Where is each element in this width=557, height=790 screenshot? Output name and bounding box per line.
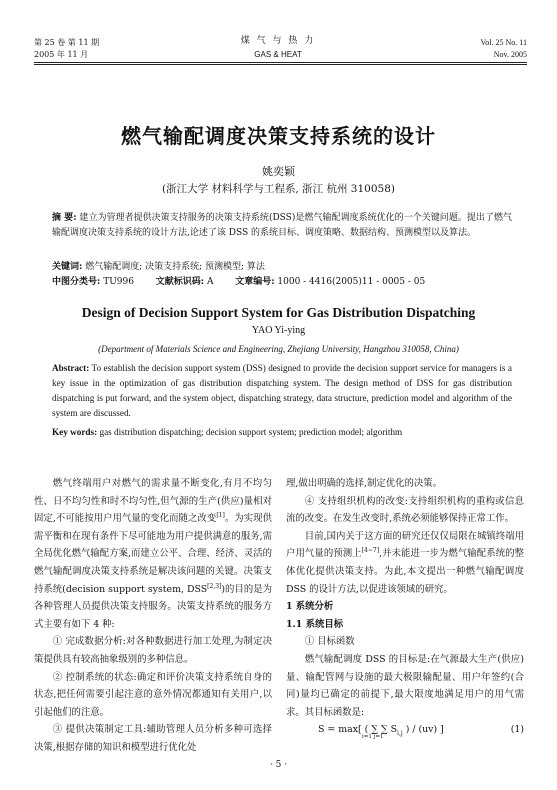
affiliation-en: (Department of Materials Science and Engineering, Zhejiang University, Hangzhou 310058, China) (98, 344, 459, 354)
abstract-cn-label: 摘 要: (52, 213, 77, 223)
research-paragraph (286, 528, 524, 598)
intro-text-1: 燃气终端用户对燃气的需求量不断变化,有月不均匀性、日不均匀性和时不均匀性,但气源的生产(供应)量相对固定,不可能按用户用气量的变化而随之改变 (34, 478, 272, 525)
article-no-label: 文章编号: (235, 277, 275, 287)
service-item-2: ② 控制系统的状态:确定和评价决策支持系统自身的状态,把任何需要引起注意的意外情况都通知有关用户,以引起他们的注意。 (34, 671, 272, 718)
intro-paragraph (34, 475, 272, 633)
section-heading-1: 1 系统分析 (286, 601, 334, 613)
classification-line (52, 275, 512, 290)
abstract-en (52, 361, 512, 421)
header-date-cn: 2005 年 11 月 (34, 50, 89, 59)
article-no-value: 1000 - 4416(2005)11 - 0005 - 05 (277, 277, 426, 287)
body-left-column (34, 475, 272, 757)
header-date-en: Nov. 2005 (493, 50, 527, 59)
header-rule (34, 62, 527, 63)
intro-text-3: )的目的是为各种管理人员提供决策支持服务。决策支持系统的服务方式主要有如下 4 种: (34, 583, 272, 630)
research-text-2: ,并未能进一步为燃气输配系统的整体优化提供决策支持。为此,本文提出一种燃气输配调度 DSS 的设计方法,以促进该领域的研究。 (286, 548, 524, 595)
ref-1: [1] (216, 512, 225, 520)
equation-1-main: S = max[ ( ∑ ∑ S (318, 724, 398, 736)
ref-4-7: [4~7] (361, 547, 380, 555)
abstract-en-text: To establish the decision support system (DSS) designed to provide the decision support service for managers is a key issue in the optimization of gas distribution dispatching system. The design method of DSS for gas distribution dispatching is put forward, and the system object, dispatching strategy, data structure, prediction model and algorithm of the system are discussed. (52, 363, 512, 418)
journal-title-cn: 煤 气 与 热 力 (240, 36, 316, 46)
header-issue-cn: 第 25 卷 第 11 期 (34, 38, 100, 47)
service-item-3: ③ 提供决策制定工具:辅助管理人员分析多种可选择决策,根据存储的知识和模型进行优化处 (34, 724, 272, 753)
equation-1-number: (1) (510, 724, 524, 736)
abstract-cn (52, 211, 512, 241)
keywords-en-label: Key words: (52, 427, 98, 437)
keywords-cn-label: 关键词: (52, 262, 83, 272)
equation-1-body (318, 721, 444, 742)
service-item-1: ① 完成数据分析:对各种数据进行加工处理,为制定决策提供具有较高抽象级别的多种信息。 (34, 636, 272, 665)
intro-text-2: 。为实现供需平衡和在现有条件下尽可能地为用户提供满意的服务,需全局优化燃气输配方案,而建立公平、合理、经济、灵活的燃气输配调度决策支持系统是解决该问题的关键。决策支持系统(decision support system, DSS (34, 513, 272, 595)
equation-1-end: ) / (uv) ] (402, 724, 444, 736)
page-number: · 5 · (269, 760, 288, 770)
doc-code-label: 文献标识码: (155, 277, 205, 287)
abstract-cn-text: 建立为管理者提供决策支持服务的决策支持系统(DSS)是燃气输配调度系统优化的一个关键问题。提出了燃气输配调度决策支持系统的设计方法,论述了该 DSS 的系统目标、调度策略、数据结构、预测模型以及算法。 (52, 213, 512, 238)
author-cn: 姚奕颖 (262, 165, 295, 178)
keywords-cn (52, 260, 512, 275)
keywords-en-text: gas distribution dispatching; decision support system; prediction model; algorithm (99, 427, 403, 437)
keywords-cn-text: 燃气输配调度; 决策支持系统; 预测模型; 算法 (85, 262, 265, 272)
journal-title-en: GAS & HEAT (254, 50, 302, 59)
header-issue-en: Vol. 25 No. 11 (480, 38, 527, 47)
equation-1 (286, 721, 524, 739)
doc-code-value: A (206, 277, 214, 287)
subheading-objective-function: ① 目标函数 (304, 636, 355, 648)
header-rule-2 (34, 64, 527, 65)
clc-value: TU996 (103, 277, 134, 287)
service-item-3-cont: 理,做出明确的选择,制定优化的决策。 (286, 478, 442, 489)
service-item-4: ④ 支持组织机构的改变:支持组织机构的重构或信息流的改变。在发生改变时,系统必须能够保持正常工作。 (286, 495, 524, 525)
affiliation-cn: (浙江大学 材料科学与工程系, 浙江 杭州 310058) (162, 183, 395, 195)
page-title: 燃气输配调度决策支持系统的设计 (121, 124, 436, 148)
research-text-1: 目前,国内关于这方面的研究还仅仅局限在城镇终端用户用气量的预测上 (286, 530, 524, 560)
clc-label: 中图分类号: (52, 277, 101, 287)
title-en: Design of Decision Support System for Gas Distribution Dispatching (81, 305, 476, 320)
equation-1-limits: i=1 j=1 (362, 734, 384, 741)
section-heading-1-1: 1.1 系统目标 (286, 618, 344, 630)
ref-2-3: [2,3] (207, 582, 222, 590)
author-en: YAO Yi-ying (251, 325, 306, 336)
body-right-column (286, 475, 524, 741)
keywords-en (52, 425, 512, 440)
equation-1-subscript: i,j (397, 730, 403, 738)
abstract-en-label: Abstract: (52, 363, 90, 373)
objective-paragraph: 燃气输配调度 DSS 的目标是:在气源最大生产(供应)量、输配管网与设施的最大极限输配量、用户年签约(合同)量均已确定的前提下,最大限度地满足用户的用气需求。其目标函数是: (286, 653, 524, 718)
